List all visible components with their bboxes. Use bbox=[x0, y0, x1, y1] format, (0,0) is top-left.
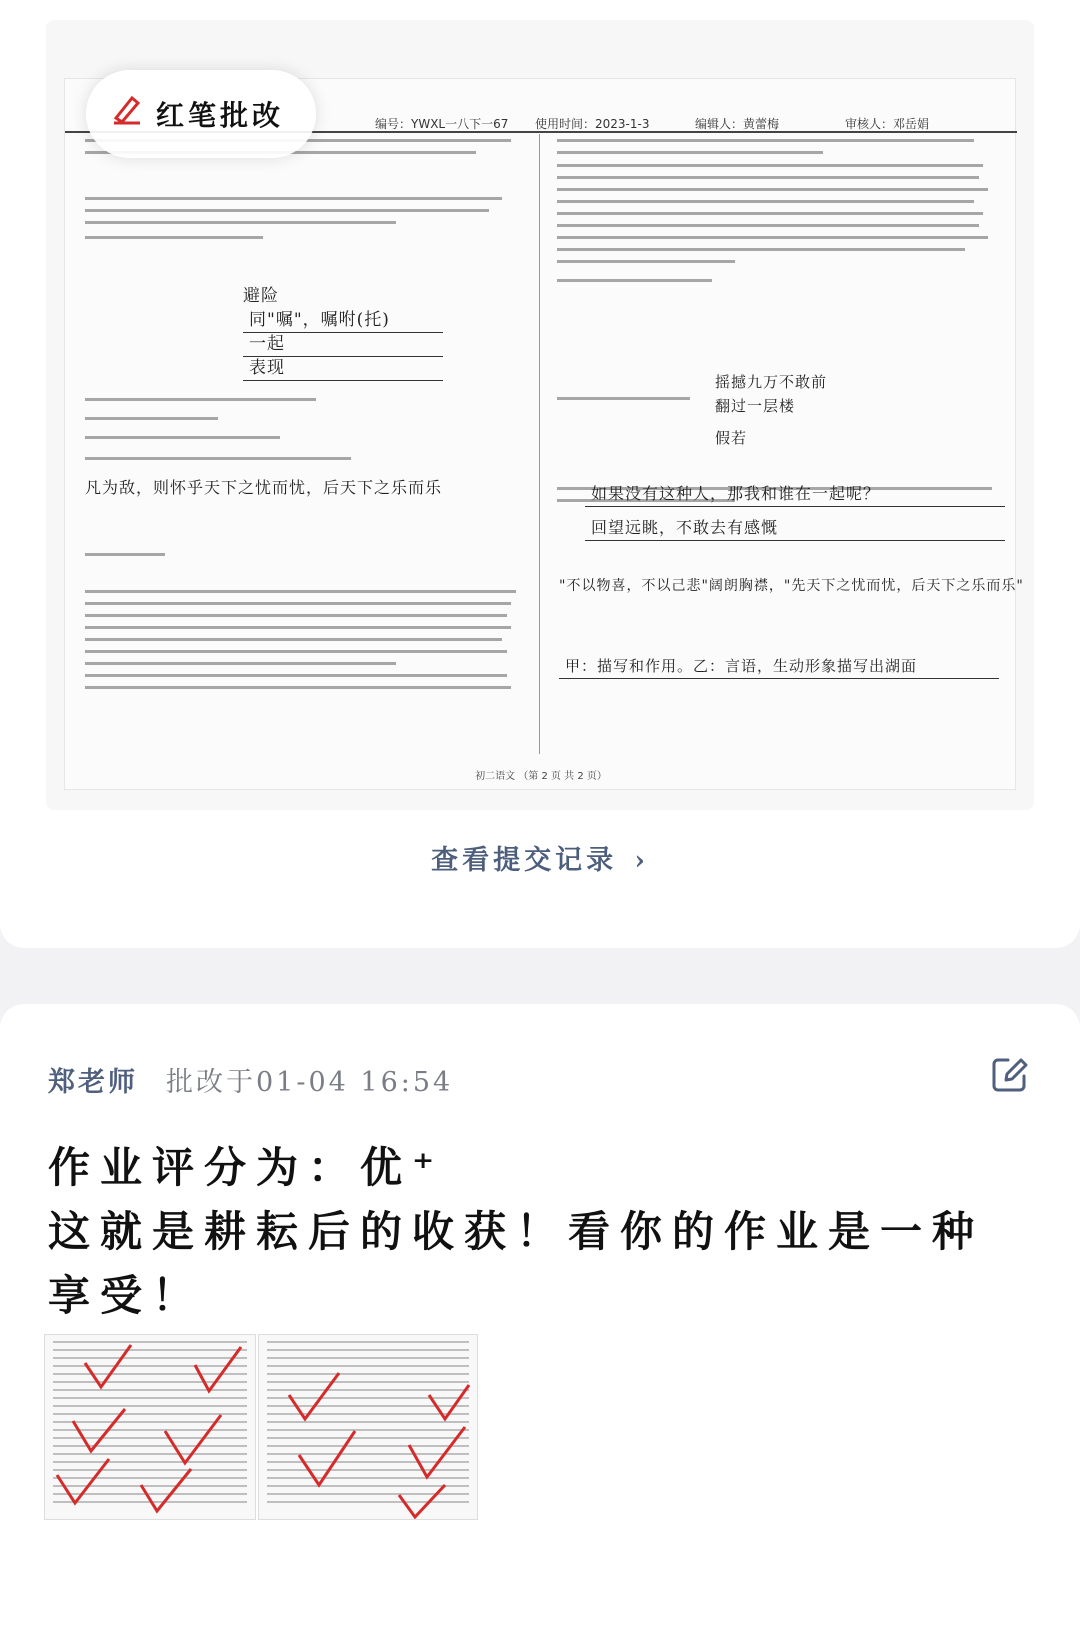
attachment-thumbnail-1[interactable] bbox=[44, 1334, 256, 1520]
worksheet-code: 编号：YWXL一八下一67 bbox=[375, 117, 509, 131]
grade-line: 作业评分为：优⁺ bbox=[48, 1143, 445, 1192]
worksheet-author: 编辑人：黄蕾梅 bbox=[695, 117, 780, 131]
answer-10: 回望远眺，不敢去有感慨 bbox=[585, 515, 1005, 541]
attachment-thumbnail-2[interactable] bbox=[258, 1334, 478, 1520]
answer-9: 如果没有这种人，那我和谁在一起呢？ bbox=[585, 481, 1005, 507]
answer-4: 表现 bbox=[243, 353, 443, 381]
graded-time: 批改于01-04 16:54 bbox=[166, 1067, 454, 1098]
graded-attachments bbox=[44, 1334, 484, 1524]
view-submission-history-link[interactable] bbox=[0, 838, 1080, 877]
red-checkmarks bbox=[45, 1335, 256, 1520]
answer-12: 甲：描写和作用。乙：言语，生动形象描写出湖面 bbox=[559, 655, 999, 679]
answer-1: 避险 bbox=[243, 286, 279, 306]
worksheet-date: 使用时间：2023-1-3 bbox=[535, 117, 650, 131]
red-pen-badge bbox=[86, 70, 316, 158]
red-pen-icon bbox=[110, 92, 144, 126]
worksheet-reviewer: 审核人：邓岳娟 bbox=[845, 117, 930, 131]
answer-2: 同"嘱"，嘱咐(托) bbox=[243, 305, 443, 333]
answer-11: "不以物喜，不以己悲"阔朗胸襟，"先天下之忧而忧，后天下之乐而乐" bbox=[559, 578, 1024, 594]
badge-label: 红笔批改 bbox=[156, 99, 285, 132]
answer-5: 凡为敌，则怀乎天下之忧而忧，后天下之乐而乐 bbox=[85, 478, 443, 497]
comment-text bbox=[48, 1136, 1008, 1328]
worksheet-page-number: 初二语文 （第 2 页 共 2 页） bbox=[475, 771, 607, 782]
column-divider bbox=[539, 134, 540, 754]
worksheet-page bbox=[64, 78, 1024, 790]
answer-6: 摇撼九万不敢前 bbox=[715, 373, 828, 391]
red-checkmarks bbox=[259, 1335, 478, 1520]
worksheet-right-column bbox=[557, 139, 1001, 511]
edit-icon[interactable] bbox=[988, 1052, 1032, 1096]
homework-photo[interactable] bbox=[46, 20, 1034, 810]
comment-body: 这就是耕耘后的收获！看你的作业是一种享受！ bbox=[48, 1207, 985, 1320]
comment-card bbox=[0, 1004, 1080, 1627]
answer-3: 一起 bbox=[243, 329, 443, 357]
answer-7: 翻过一层楼 bbox=[715, 397, 796, 415]
answer-8: 假若 bbox=[715, 429, 748, 447]
worksheet-left-column bbox=[85, 139, 529, 698]
teacher-name: 郑老师 bbox=[48, 1067, 138, 1098]
chevron-right-icon: › bbox=[634, 846, 649, 876]
link-label: 查看提交记录 bbox=[431, 845, 618, 876]
